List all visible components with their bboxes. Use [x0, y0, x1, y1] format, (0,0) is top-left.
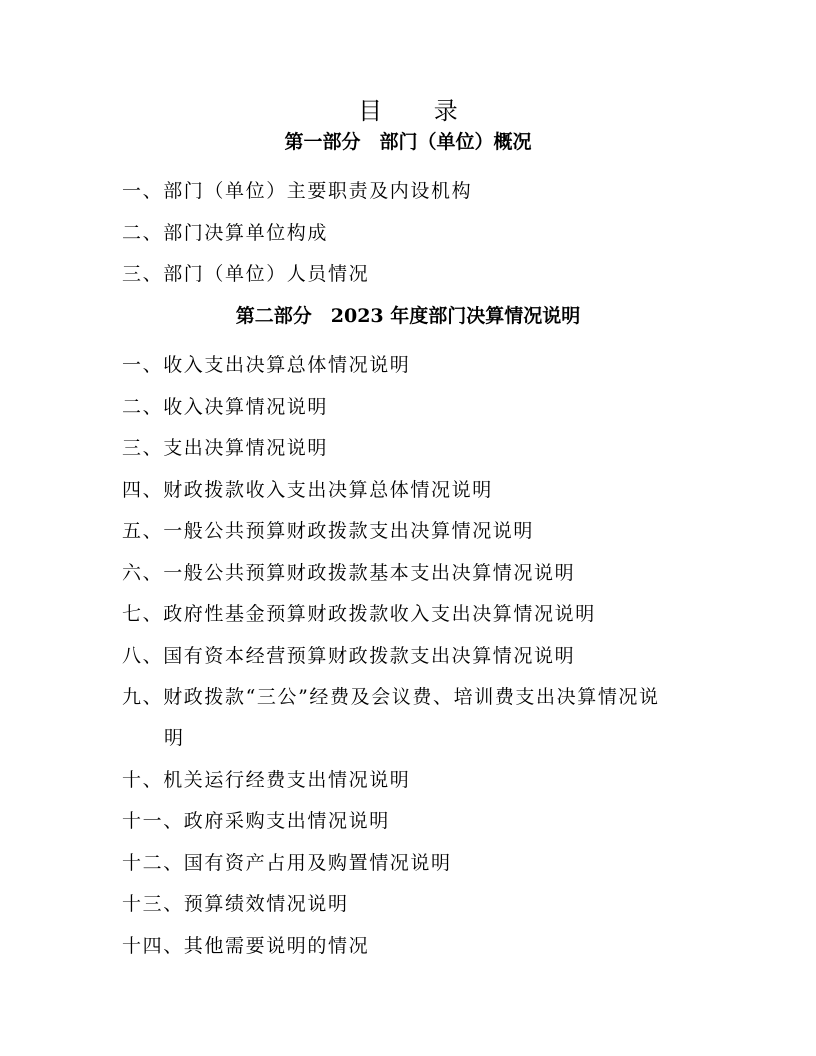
toc-item: 一、收入支出决算总体情况说明 — [122, 354, 411, 376]
toc-item: 十、机关运行经费支出情况说明 — [122, 769, 411, 791]
toc-item: 三、支出决算情况说明 — [122, 437, 329, 459]
toc-item: 四、财政拨款收入支出决算总体情况说明 — [122, 479, 493, 501]
toc-item: 一、部门（单位）主要职责及内设机构 — [122, 180, 473, 202]
toc-item: 八、国有资本经营预算财政拨款支出决算情况说明 — [122, 645, 576, 667]
toc-item: 二、收入决算情况说明 — [122, 396, 329, 418]
toc-item: 十四、其他需要说明的情况 — [122, 935, 370, 957]
part1-heading: 第一部分 部门（单位）概况 — [284, 131, 532, 153]
toc-item: 七、政府性基金预算财政拨款收入支出决算情况说明 — [122, 603, 596, 625]
toc-title: 目 录 — [358, 97, 480, 125]
toc-item: 六、一般公共预算财政拨款基本支出决算情况说明 — [122, 562, 576, 584]
toc-item: 二、部门决算单位构成 — [122, 222, 329, 244]
toc-item: 十三、预算绩效情况说明 — [122, 893, 349, 915]
part2-heading: 第二部分 2023 年度部门决算情况说明 — [235, 305, 581, 327]
toc-item-continuation: 明 — [164, 727, 185, 749]
toc-item: 五、一般公共预算财政拨款支出决算情况说明 — [122, 520, 535, 542]
toc-item: 三、部门（单位）人员情况 — [122, 263, 370, 285]
toc-item: 十二、国有资产占用及购置情况说明 — [122, 852, 452, 874]
toc-item: 十一、政府采购支出情况说明 — [122, 810, 390, 832]
toc-item: 九、财政拨款“三公”经费及会议费、培训费支出决算情况说 — [122, 686, 660, 708]
